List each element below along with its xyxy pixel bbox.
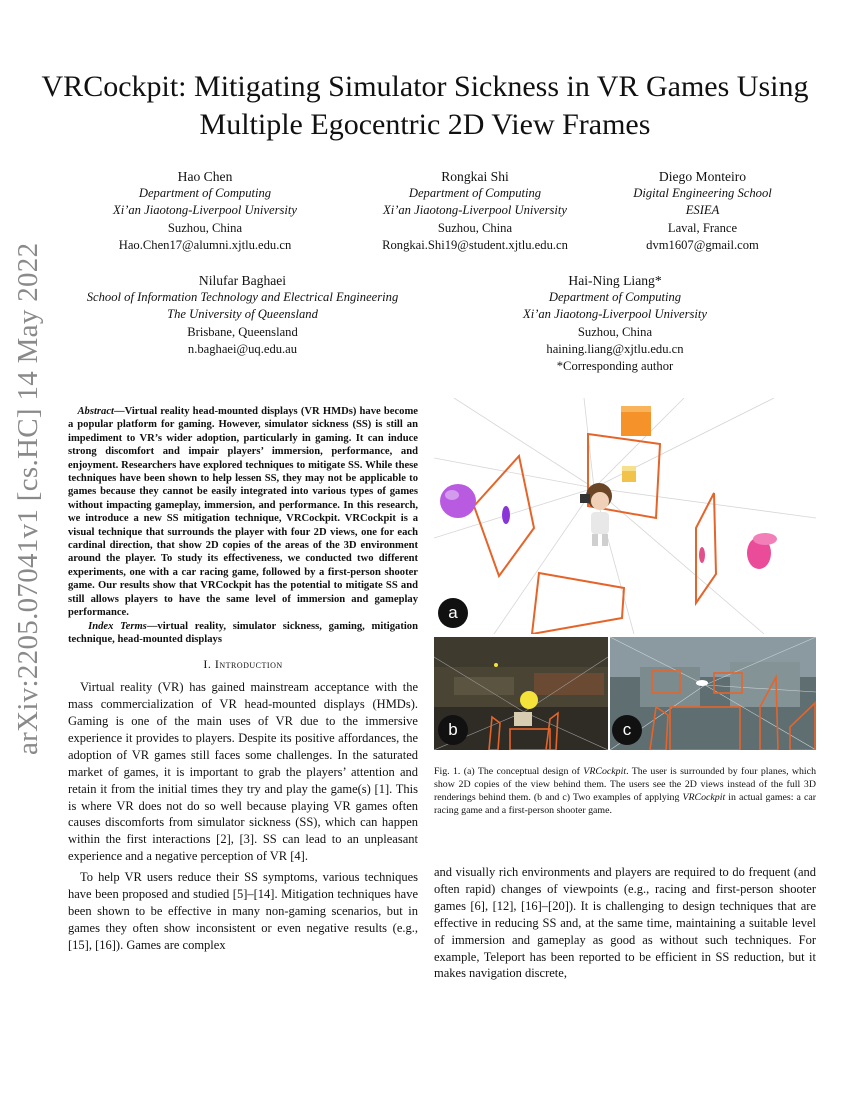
- caption-text: in actual games: a car racing game and a first-person shooter game.: [434, 792, 817, 816]
- intro-paragraph: Virtual reality (VR) has gained mainstream acceptance with the mass commercialization of VR head-mounted displays (HMDs). Gaming is one of the main uses of VR due to the immersive experience it provides to players. Despite its positive affordances, the adoption of VR games still faces some challenges. In the saturated market of games, it is important to grab the players’ attention and retain it from the initial times they try and play the game(s) [1]. This is where VR does not do so well because playing VR games often causes discomforts from simulator sickness (SS), which can happen within the first interactions [2], [3]. SS can lead to an unpleasant experience and a negative perception of VR [4].: [68, 680, 418, 864]
- caption-text: . The user is surrounded by four planes, which show 2D copies of the view behind them. The users see the 2D views instead of the full 3D renderings behind them. (b and c) Two examples of applying: [434, 766, 817, 803]
- author-name: Rongkai Shi: [441, 169, 509, 184]
- author-email: Rongkai.Shi19@student.xjtlu.edu.cn: [382, 237, 568, 252]
- author-affiliation: Xi’an Jiaotong-Liverpool University: [383, 203, 567, 218]
- author-location: Suzhou, China: [167, 220, 243, 235]
- author-affiliation: Xi’an Jiaotong-Liverpool University: [523, 307, 707, 322]
- figure-caption: [434, 765, 816, 817]
- arxiv-identifier: arXiv:2205.07041v1 [cs.HC] 14 May 2022: [12, 242, 44, 755]
- author-email: haining.liang@xjtlu.edu.cn: [546, 341, 684, 356]
- caption-text: Fig. 1. (a) The conceptual design of: [434, 766, 584, 777]
- author-email: dvm1607@gmail.com: [646, 237, 759, 252]
- index-terms: [68, 620, 418, 647]
- author-block: [55, 272, 430, 358]
- author-affiliation: Digital Engineering School: [633, 186, 772, 201]
- panel-label-c: c: [612, 715, 642, 745]
- section-heading: I. Introduction: [203, 657, 283, 672]
- caption-emphasis: VRCockpit: [583, 766, 627, 777]
- author-email: Hao.Chen17@alumni.xjtlu.edu.cn: [118, 237, 292, 252]
- figure-panel-a: [434, 398, 816, 634]
- author-affiliation: Xi’an Jiaotong-Liverpool University: [113, 203, 297, 218]
- index-terms-text: —virtual reality, simulator sickness, gaming, mitigation technique, head-mounted displays: [68, 620, 418, 645]
- panel-label-a: a: [438, 598, 468, 628]
- caption-emphasis: VRCockpit: [682, 792, 726, 803]
- corresponding-note: *Corresponding author: [556, 359, 674, 374]
- author-affiliation: Department of Computing: [138, 186, 272, 201]
- figure-panel-c: [610, 637, 816, 750]
- left-column: [68, 405, 418, 954]
- author-name: Hai-Ning Liang*: [568, 273, 662, 288]
- figure-panel-b: [434, 637, 608, 750]
- author-location: Laval, France: [667, 220, 738, 235]
- panel-label-b: b: [438, 715, 468, 745]
- right-column: [434, 864, 816, 982]
- author-block: [460, 272, 770, 375]
- author-affiliation: School of Information Technology and Electrical Engineering: [86, 290, 399, 305]
- vrcockpit-concept-illustration: [434, 398, 816, 634]
- abstract-label: Abstract: [77, 406, 114, 417]
- author-block: [600, 168, 805, 254]
- author-email: n.baghaei@uq.edu.au: [187, 341, 298, 356]
- author-block: [340, 168, 610, 254]
- intro-paragraph: To help VR users reduce their SS symptoms, various techniques have been proposed and studied [5]–[14]. Mitigation techniques have been shown to be effective in many non-gaming scenarios, but in games they often show inconsistent or even negative results (e.g., [15], [16]). Games are complex: [68, 870, 418, 952]
- author-affiliation: Department of Computing: [408, 186, 542, 201]
- author-name: Diego Monteiro: [658, 169, 747, 184]
- body-paragraph: and visually rich environments and players are required to do frequent (and often rapid) changes of viewpoints (e.g., racing and first-person shooter games [6], [12], [16]–[20]). It is challenging to design techniques that are effective in reducing SS and, at the same time, maintaining a suitable level of immersion and gameplay as good as without such techniques. For example, Teleport has been reported to be efficient in SS reduction, but it makes navigation discrete,: [434, 865, 816, 981]
- author-name: Nilufar Baghaei: [198, 273, 287, 288]
- author-affiliation: The University of Queensland: [167, 307, 318, 322]
- abstract: [68, 405, 418, 620]
- paper-title: VRCockpit: Mitigating Simulator Sickness in VR Games Using Multiple Egocentric 2D View Frames: [41, 70, 809, 141]
- author-block: [70, 168, 340, 254]
- author-affiliation: ESIEA: [685, 203, 720, 218]
- author-location: Brisbane, Queensland: [187, 324, 298, 339]
- index-terms-label: Index Terms: [88, 620, 147, 632]
- author-location: Suzhou, China: [577, 324, 653, 339]
- author-affiliation: Department of Computing: [548, 290, 682, 305]
- author-location: Suzhou, China: [437, 220, 513, 235]
- author-name: Hao Chen: [177, 169, 233, 184]
- abstract-text: —Virtual reality head-mounted displays (VR HMDs) have become a popular platform for gaming. However, simulator sickness (SS) is still an impediment to VR’s wider adoption, particularly in gaming. It can induce strong discomfort and impair players’ immersion, performance, and enjoyment. Researchers have explored techniques to mitigate SS. While these techniques have been shown to help lessen SS, they may not be applicable to games because they cannot be easily integrated into various types of games without impacting gameplay, immersion, and performance. In this research, we introduce a new SS mitigation technique, VRCockpit. VRCockpit is a visual technique that surrounds the player with four 2D views, one for each cardinal direction, that show 2D copies of the areas of the 3D environment around the player. To study its effectiveness, we conducted two different experiments, one with a car racing game, followed by a first-person shooter game. Our results show that VRCockpit has the potential to mitigate SS and still allows players to have the same level of immersion and gameplay performance.: [68, 406, 418, 619]
